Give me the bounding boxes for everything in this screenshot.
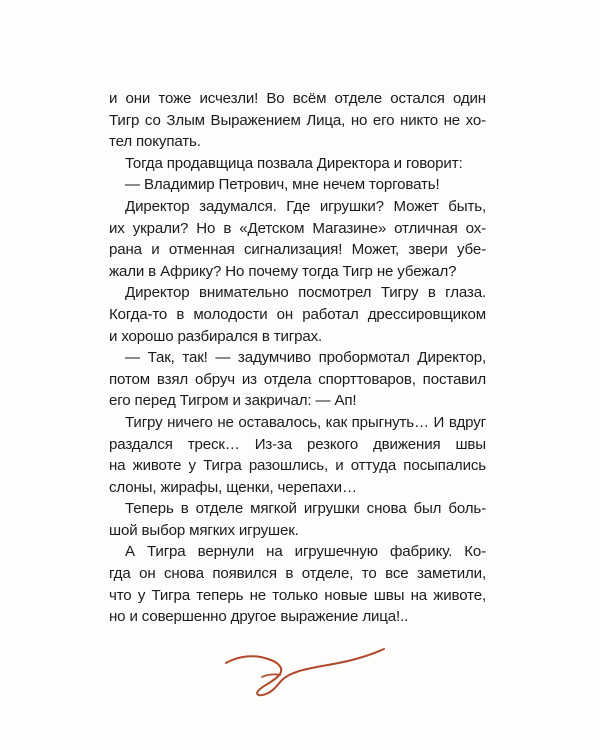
text-line: раздался треск… Из-за резкого движения швы [109, 435, 486, 453]
text-line: и хорошо разбирался в тиграх. [109, 327, 323, 345]
text-line: их украли? Но в «Детском Магазине» отличная ох- [109, 219, 486, 237]
text-line: Тигр со Злым Выражением Лица, но его никто не хо- [109, 111, 486, 129]
text-line: Директор задумался. Где игрушки? Может быть, [125, 197, 486, 215]
text-line: рана и отменная сигнализация! Может, звери убе- [109, 241, 486, 259]
text-line: А Тигра вернули на игрушечную фабрику. Ко- [125, 543, 486, 561]
text-line: Директор внимательно посмотрел Тигру в глаза. [125, 284, 486, 302]
text-line: Тогда продавщица позвала Директора и говорит: [125, 154, 463, 172]
text-line: на животе у Тигра разошлись, и оттуда посыпались [109, 457, 486, 475]
text-line: — Владимир Петрович, мне нечем торговать! [125, 176, 440, 194]
text-line: гда он снова появился в отделе, то все заметили, [109, 565, 486, 583]
text-line: шой выбор мягких игрушек. [109, 521, 299, 539]
text-line: — Так, так! — задумчиво пробормотал Директор, [125, 349, 486, 367]
text-line: Теперь в отделе мягкой игрушки снова был боль- [125, 500, 486, 518]
thread-flourish-icon [222, 637, 387, 697]
text-line: но и совершенно другое выражение лица!.. [109, 608, 409, 626]
text-line: Когда-то в молодости он работал дрессировщиком [109, 305, 486, 323]
text-line: жали в Африку? Но почему тогда Тигр не убежал? [109, 262, 457, 280]
text-line: и они тоже исчезли! Во всём отделе остался один [109, 90, 486, 107]
text-line: что у Тигра теперь не только новые швы на животе, [109, 586, 486, 604]
text-line: слоны, жирафы, щенки, черепахи… [109, 478, 357, 496]
text-line: тел покупать. [109, 133, 201, 151]
text-line: его перед Тигром и закричал: — Ап! [109, 392, 357, 410]
text-line: потом взял обруч из отдела спорттоваров, поставил [109, 370, 486, 388]
text-line: Тигру ничего не оставалось, как прыгнуть… И вдруг [125, 413, 486, 431]
story-text [109, 88, 486, 628]
